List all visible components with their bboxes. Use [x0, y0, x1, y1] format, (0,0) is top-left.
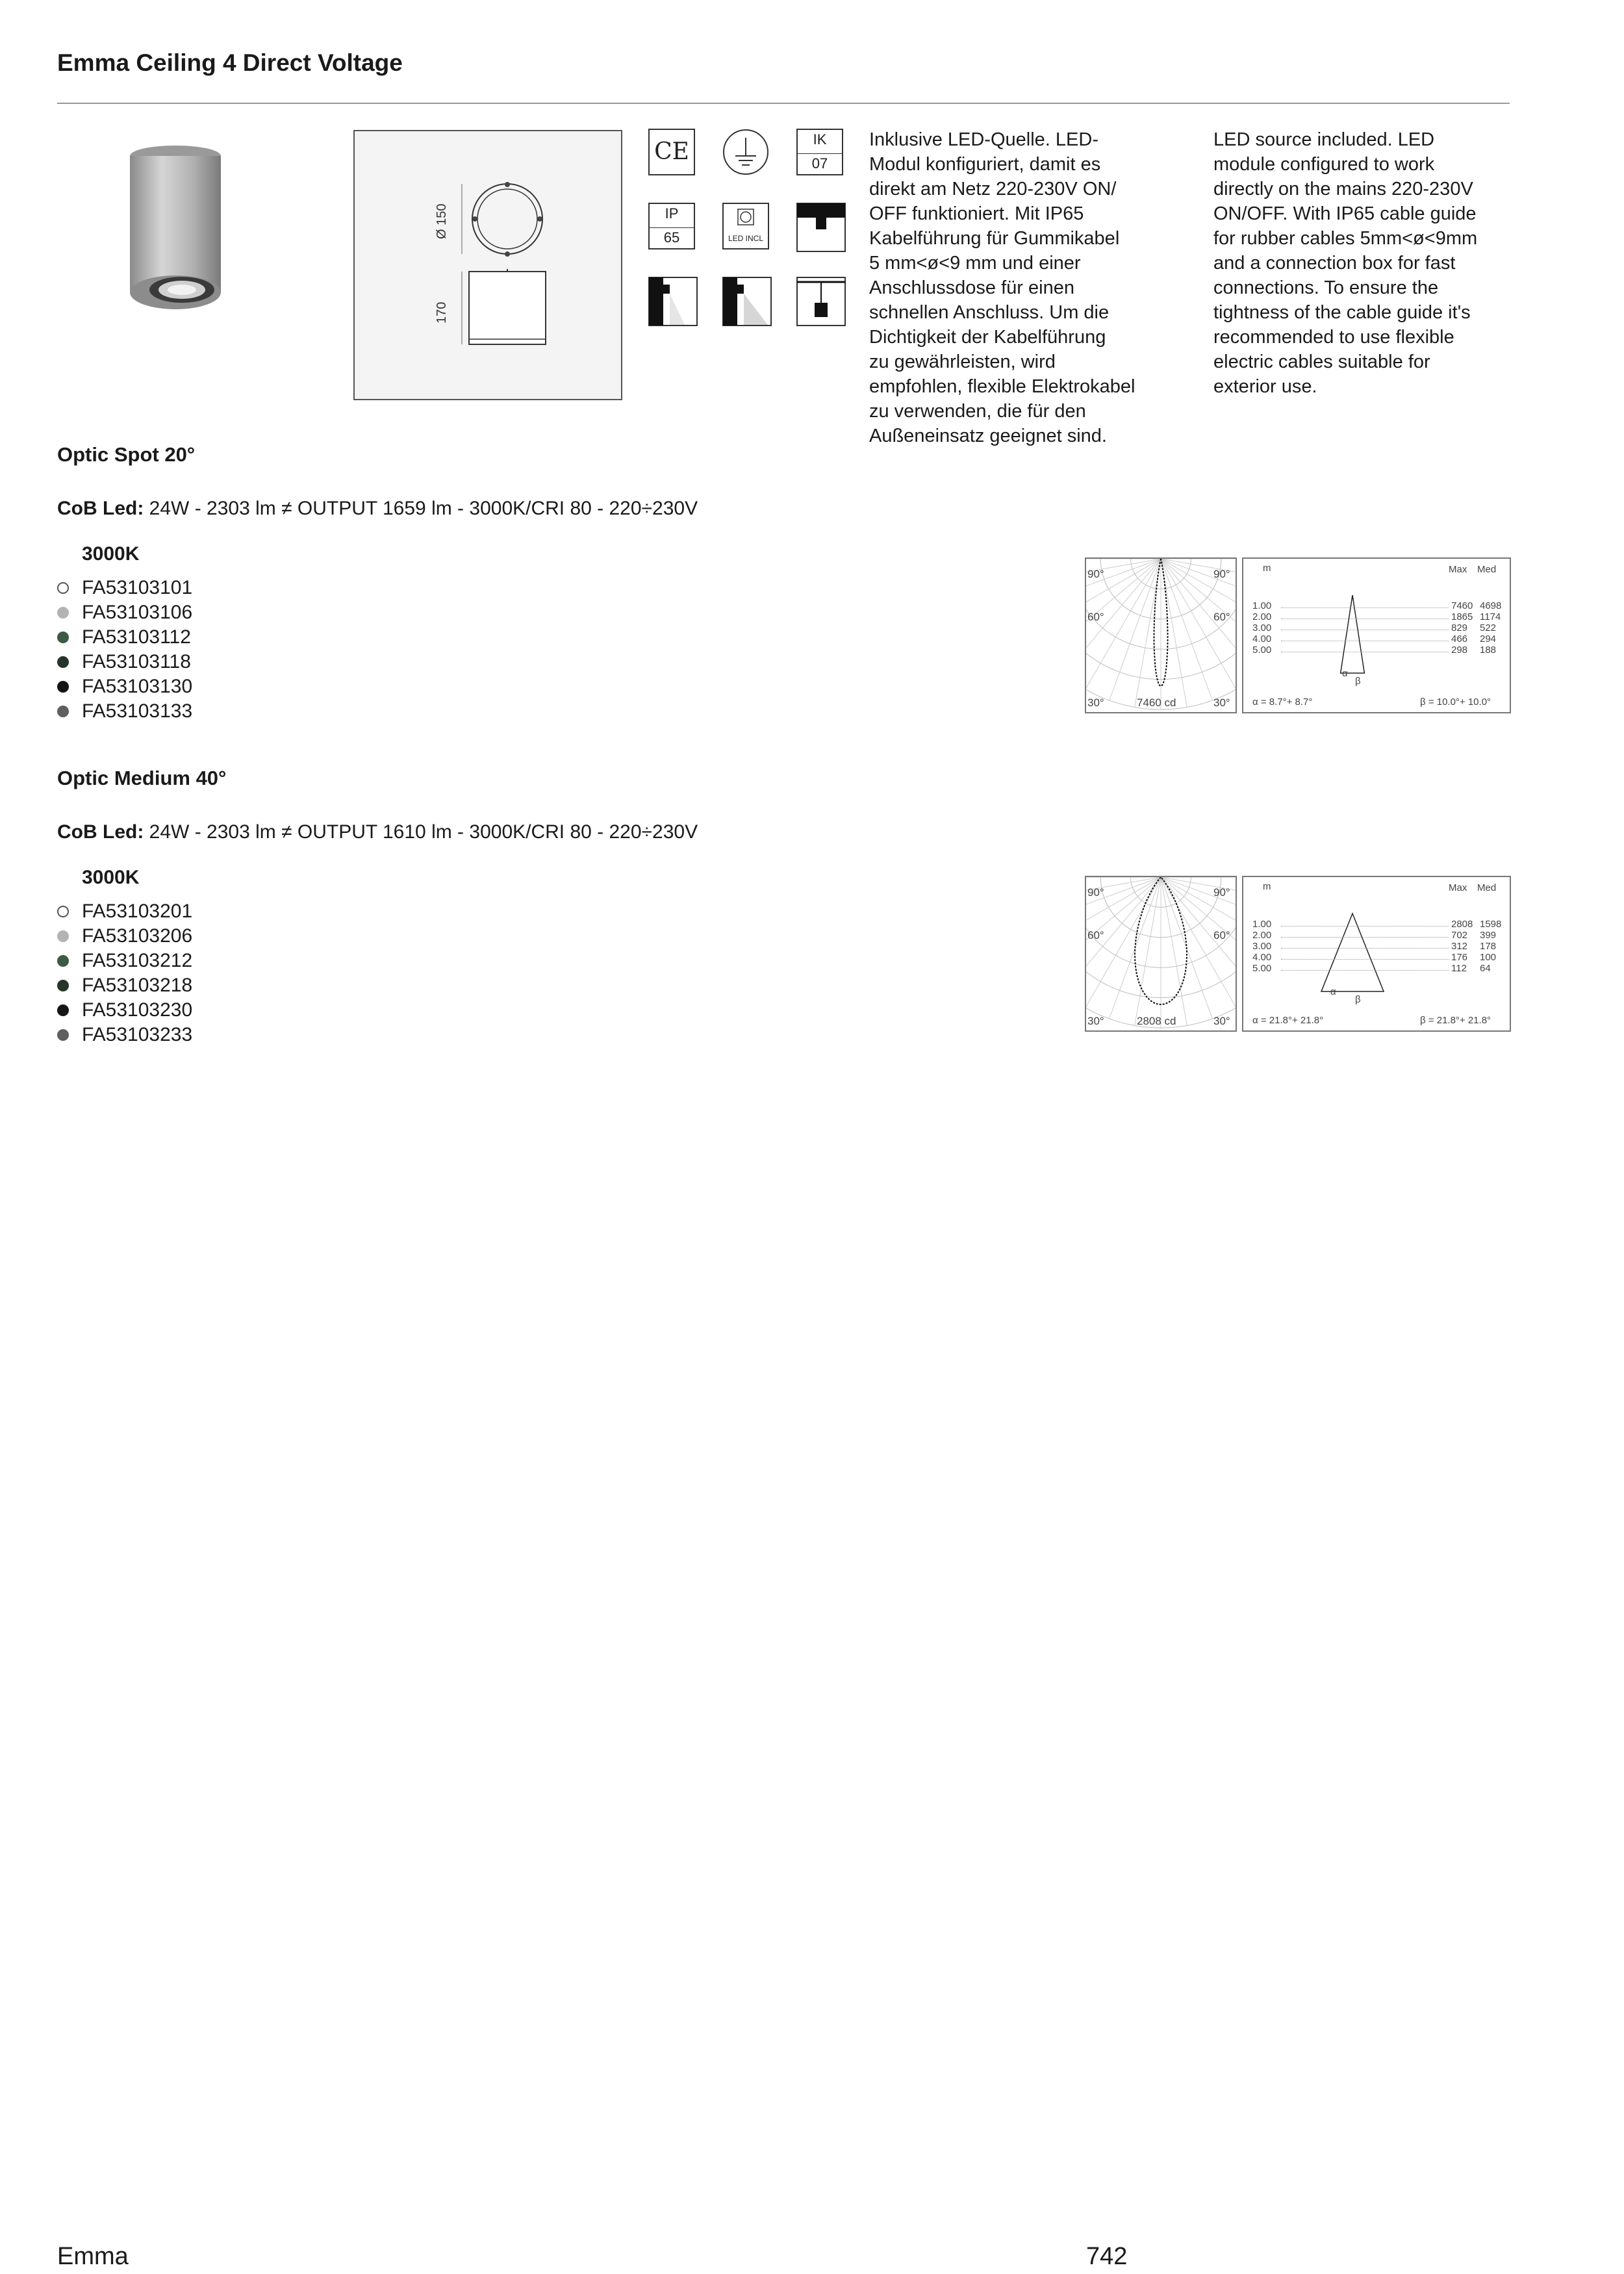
table-row	[1252, 611, 1506, 622]
diameter-label: Ø 150	[435, 203, 449, 239]
max-value: 466	[1451, 633, 1468, 645]
list-item: FA53103230	[57, 998, 192, 1023]
polar-grid-ray	[1161, 559, 1236, 610]
polar-grid-ray	[1161, 877, 1236, 928]
polar-grid-ray	[1086, 877, 1161, 928]
finish-swatch	[57, 1029, 69, 1041]
finish-swatch	[57, 706, 69, 717]
finish-swatch	[57, 955, 69, 967]
cob-led-spec: CoB Led: 24W - 2303 lm ≠ OUTPUT 1659 lm - 3000K/CRI 80 - 220÷230V	[57, 498, 698, 519]
med-value: 4698	[1480, 600, 1502, 611]
table-row	[1252, 645, 1506, 656]
alpha-angle: α = 21.8°+ 21.8°	[1252, 1015, 1324, 1026]
distance-value: 3.00	[1252, 622, 1272, 633]
product-photo	[117, 136, 234, 318]
med-value: 188	[1480, 645, 1497, 656]
ik-label: IK	[798, 130, 842, 154]
finish-swatch	[57, 582, 69, 594]
med-value: 100	[1480, 952, 1497, 963]
max-value: 312	[1451, 941, 1468, 952]
table-row	[1252, 622, 1506, 633]
ip-rating-icon	[648, 203, 695, 249]
max-value: 1865	[1451, 611, 1473, 622]
finish-swatch	[57, 1004, 69, 1016]
page-number: 742	[1086, 2243, 1128, 2270]
finish-swatch	[57, 681, 69, 693]
list-item: FA53103218	[57, 973, 192, 998]
med-value: 1174	[1480, 611, 1501, 622]
light-cone-table: m Max Med 1.00 2808 1598 2.00 702 399 3.00 312 178 4.00 176 100 5.00 112 64 α β α = 21.8°+ 21.8° β = 21.8°+ 21.8°	[1242, 876, 1511, 1032]
distance-value: 2.00	[1252, 930, 1272, 941]
med-value: 1598	[1480, 919, 1502, 930]
table-row	[1252, 963, 1506, 974]
ip-value: 65	[663, 229, 680, 246]
optic-title: Optic Medium 40°	[57, 767, 227, 789]
suspension-icon	[796, 277, 843, 324]
wall-beam-icon	[722, 277, 769, 324]
peak-intensity: 2808 cd	[1137, 1015, 1176, 1027]
table-row	[1252, 941, 1506, 952]
list-item: FA53103212	[57, 949, 192, 973]
ce-mark-icon: CE	[648, 129, 695, 175]
distance-value: 4.00	[1252, 952, 1272, 963]
wall-distance-icon	[648, 277, 695, 324]
color-temperature: 3000K	[82, 867, 140, 888]
distance-value: 1.00	[1252, 919, 1272, 930]
med-value: 399	[1480, 930, 1497, 941]
led-included-icon: LED INCL	[722, 203, 769, 249]
list-item: FA53103112	[57, 625, 192, 650]
alpha-angle: α = 8.7°+ 8.7°	[1252, 696, 1313, 708]
ceiling-mount-icon	[796, 203, 843, 249]
med-value: 64	[1480, 963, 1491, 974]
table-row	[1252, 952, 1506, 963]
distance-value: 1.00	[1252, 600, 1272, 611]
list-item: FA53103233	[57, 1023, 192, 1047]
list-item: FA53103118	[57, 650, 192, 674]
max-value: 702	[1451, 930, 1468, 941]
ip-label: IP	[650, 204, 694, 228]
description-en: LED source included. LED module configured to work directly on the mains 220-230V ON/OFF. With IP65 cable guide for rubber cables 5mm<ø<9mm and a connection box for fast connections. To ensure the tightness of the cable guide it's recommended to use flexible electric cables suitable for exterior use.	[1213, 129, 1478, 397]
med-value: 294	[1480, 633, 1497, 645]
list-item: FA53103106	[57, 600, 192, 625]
max-value: 176	[1451, 952, 1468, 963]
polar-diagram: 90° 90° 60° 60° 30° 30° 2808 cd	[1085, 876, 1237, 1032]
cob-led-spec: CoB Led: 24W - 2303 lm ≠ OUTPUT 1610 lm - 3000K/CRI 80 - 220÷230V	[57, 821, 698, 843]
distance-value: 3.00	[1252, 941, 1272, 952]
ik-value: 07	[811, 155, 828, 172]
table-row	[1252, 633, 1506, 645]
max-value: 829	[1451, 622, 1468, 633]
distance-value: 5.00	[1252, 963, 1272, 974]
max-value: 7460	[1451, 600, 1473, 611]
table-row	[1252, 919, 1506, 930]
technical-drawing	[353, 130, 622, 400]
page-title: Emma Ceiling 4 Direct Voltage	[57, 49, 403, 76]
list-item: FA53103133	[57, 699, 192, 724]
polar-diagram: 90° 90° 60° 60° 30° 30° 7460 cd	[1085, 557, 1237, 713]
finish-swatch	[57, 906, 69, 917]
peak-intensity: 7460 cd	[1137, 696, 1176, 709]
distance-value: 2.00	[1252, 611, 1272, 622]
light-cone-table: m Max Med 1.00 7460 4698 2.00 1865 1174 3.00 829 522 4.00 466 294 5.00 298 188 α β α = 8.7°+ 8.7° β = 10.0°+ 10.0°	[1242, 557, 1511, 713]
distance-value: 4.00	[1252, 633, 1272, 645]
med-value: 522	[1480, 622, 1497, 633]
product-code-list	[57, 899, 192, 1047]
table-row	[1252, 930, 1506, 941]
list-item: FA53103206	[57, 924, 192, 949]
list-item: FA53103130	[57, 674, 192, 699]
description-de: Inklusive LED-Quelle. LED- Modul konfiguriert, damit es direkt am Netz 220-230V ON/ OFF funktioniert. Mit IP65 Kabelführung für Gummikabel 5 mm<ø<9 mm und einer Anschlussdose für einen schnellen Anschluss. Um die Dichtigkeit der Kabelführung zu gewährleisten, wird empfohlen, flexible Elektrokabel zu verwenden, die für den Außeneinsatz geeignet sind.	[869, 129, 1136, 446]
med-value: 178	[1480, 941, 1497, 952]
optic-title: Optic Spot 20°	[57, 443, 196, 466]
finish-swatch	[57, 930, 69, 942]
max-value: 298	[1451, 645, 1468, 656]
height-label: 170	[435, 301, 449, 324]
product-code-list	[57, 576, 192, 724]
header-divider	[57, 103, 1510, 104]
ik-rating-icon	[796, 129, 843, 175]
table-row	[1252, 600, 1506, 611]
finish-swatch	[57, 632, 69, 643]
finish-swatch	[57, 656, 69, 668]
beta-angle: β = 21.8°+ 21.8°	[1420, 1015, 1491, 1026]
ground-icon	[721, 127, 768, 174]
list-item: FA53103101	[57, 576, 192, 600]
footer-family: Emma	[57, 2243, 129, 2270]
color-temperature: 3000K	[82, 543, 140, 565]
polar-grid-ray	[1086, 559, 1161, 610]
max-value: 2808	[1451, 919, 1473, 930]
max-value: 112	[1451, 963, 1467, 974]
beta-angle: β = 10.0°+ 10.0°	[1420, 696, 1491, 708]
finish-swatch	[57, 980, 69, 991]
finish-swatch	[57, 607, 69, 619]
list-item: FA53103201	[57, 899, 192, 924]
distance-value: 5.00	[1252, 645, 1272, 656]
